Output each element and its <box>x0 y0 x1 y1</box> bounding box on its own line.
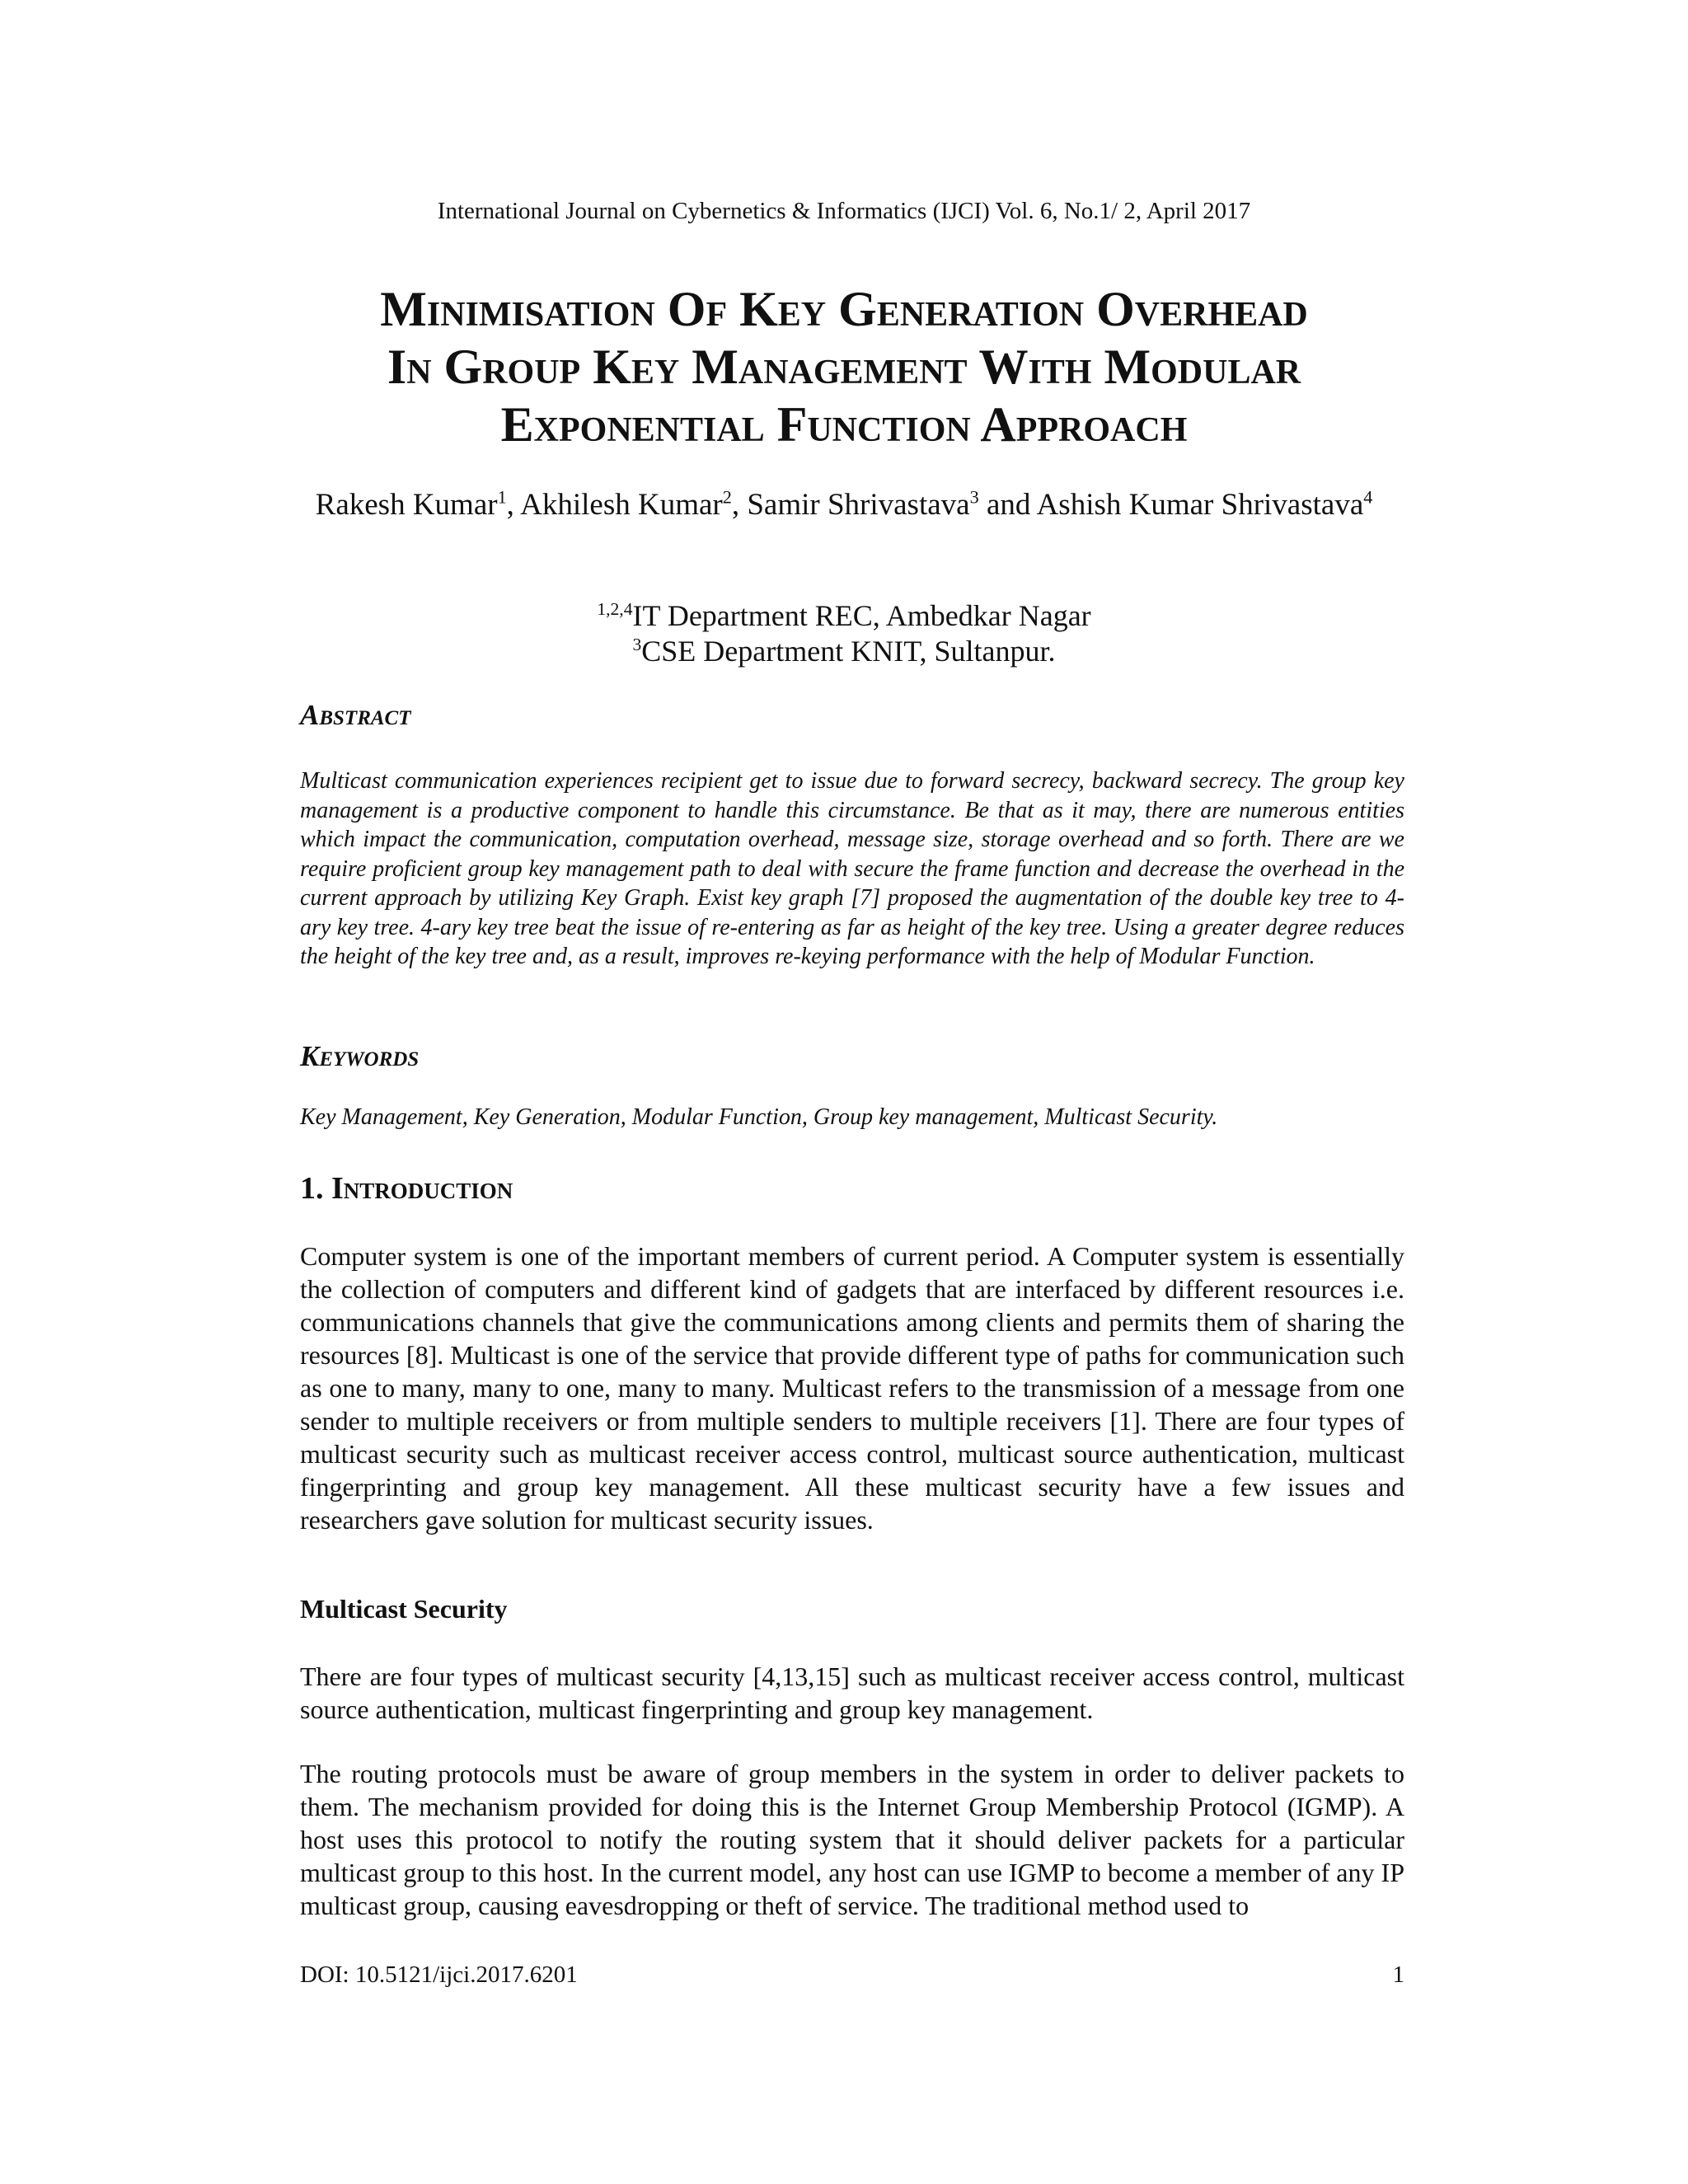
author-affiliation-mark: 1 <box>497 486 507 508</box>
author-list <box>206 486 1482 523</box>
paper-title <box>165 280 1523 453</box>
doi-text: DOI: 10.5121/ijci.2017.6201 <box>300 1961 578 1988</box>
title-line: In Group Key Management With Modular <box>387 340 1301 394</box>
introduction-paragraph: Computer system is one of the important members of current period. A Computer system is essentially the collection of computers and different kind of gadgets that are interfaced by different resources i.e. communications channels that give the communications among clients and permits them of sharing the resources [8]. Multicast is one of the service that provide different type of paths for communication such as one to many, many to one, many to many. Multicast refers to the transmission of a message from one sender to multiple receivers or from multiple senders to multiple receivers [1]. There are four types of multicast security such as multicast receiver access control, multicast source authentication, multicast fingerprinting and group key management. All these multicast security have a few issues and researchers gave solution for multicast security issues. <box>300 1241 1404 1535</box>
author-name: Rakesh Kumar <box>315 488 498 522</box>
affiliation-line <box>165 634 1523 669</box>
multicast-security-paragraph: There are four types of multicast security [4,13,15] such as multicast receiver access control, multicast source authentication, multicast fingerprinting and group key management. <box>300 1661 1404 1724</box>
author-name: Akhilesh Kumar <box>520 488 723 522</box>
title-line: Exponential Function Approach <box>500 397 1188 452</box>
author-name: Samir Shrivastava <box>747 488 970 522</box>
affiliation-text: IT Department REC, Ambedkar Nagar <box>632 599 1091 632</box>
author-affiliation-mark: 4 <box>1363 486 1373 508</box>
keywords-heading: Keywords <box>300 1040 420 1072</box>
affiliation-text: CSE Department KNIT, Sultanpur. <box>641 635 1056 668</box>
author-affiliation-mark: 3 <box>969 486 979 508</box>
igmp-paragraph: The routing protocols must be aware of group members in the system in order to deliver packets to them. The mechanism provided for doing this is the Internet Group Membership Protocol (IGMP). A host uses this protocol to notify the routing system that it should deliver packets for a particular multicast group to this host. In the current model, any host can use IGMP to become a member of any IP multicast group, causing eavesdropping or theft of service. The traditional method used to <box>300 1759 1404 1920</box>
affiliation-mark: 3 <box>632 635 642 654</box>
affiliation-mark: 1,2,4 <box>597 599 633 619</box>
multicast-security-subheading: Multicast Security <box>300 1594 508 1624</box>
author-affiliation-mark: 2 <box>722 486 732 508</box>
page-footer <box>300 1961 1404 1989</box>
author-name: Ashish Kumar Shrivastava <box>1036 488 1364 522</box>
abstract-text: Multicast communication experiences recipient get to issue due to forward secrecy, backward secrecy. The group key management is a productive component to handle this circumstance. Be that as it may, there are numerous entities which impact the communication, computation overhead, message size, storage overhead and so forth. There are we require proficient group key management path to deal with secure the frame function and decrease the overhead in the current approach by utilizing Key Graph. Exist key graph [7] proposed the augmentation of the double key tree to 4-ary key tree. 4-ary key tree beat the issue of re-entering as far as height of the key tree. Using a greater degree reduces the height of the key tree and, as a result, improves re-keying performance with the help of Modular Function. <box>300 768 1404 969</box>
author-separator: , <box>506 488 521 522</box>
affiliation-line <box>165 598 1523 634</box>
author-separator: and <box>978 488 1037 522</box>
introduction-heading: 1. Introduction <box>300 1171 513 1206</box>
title-line: Minimisation Of Key Generation Overhead <box>380 282 1308 336</box>
keywords-text: Key Management, Key Generation, Modular Function, Group key management, Multicast Security. <box>300 1104 1218 1130</box>
abstract-heading: Abstract <box>300 699 411 731</box>
page-number: 1 <box>1392 1961 1404 1988</box>
author-separator: , <box>731 488 748 522</box>
affiliation-list <box>165 598 1523 669</box>
journal-header: International Journal on Cybernetics & Informatics (IJCI) Vol. 6, No.1/ 2, April 2017 <box>437 198 1251 224</box>
